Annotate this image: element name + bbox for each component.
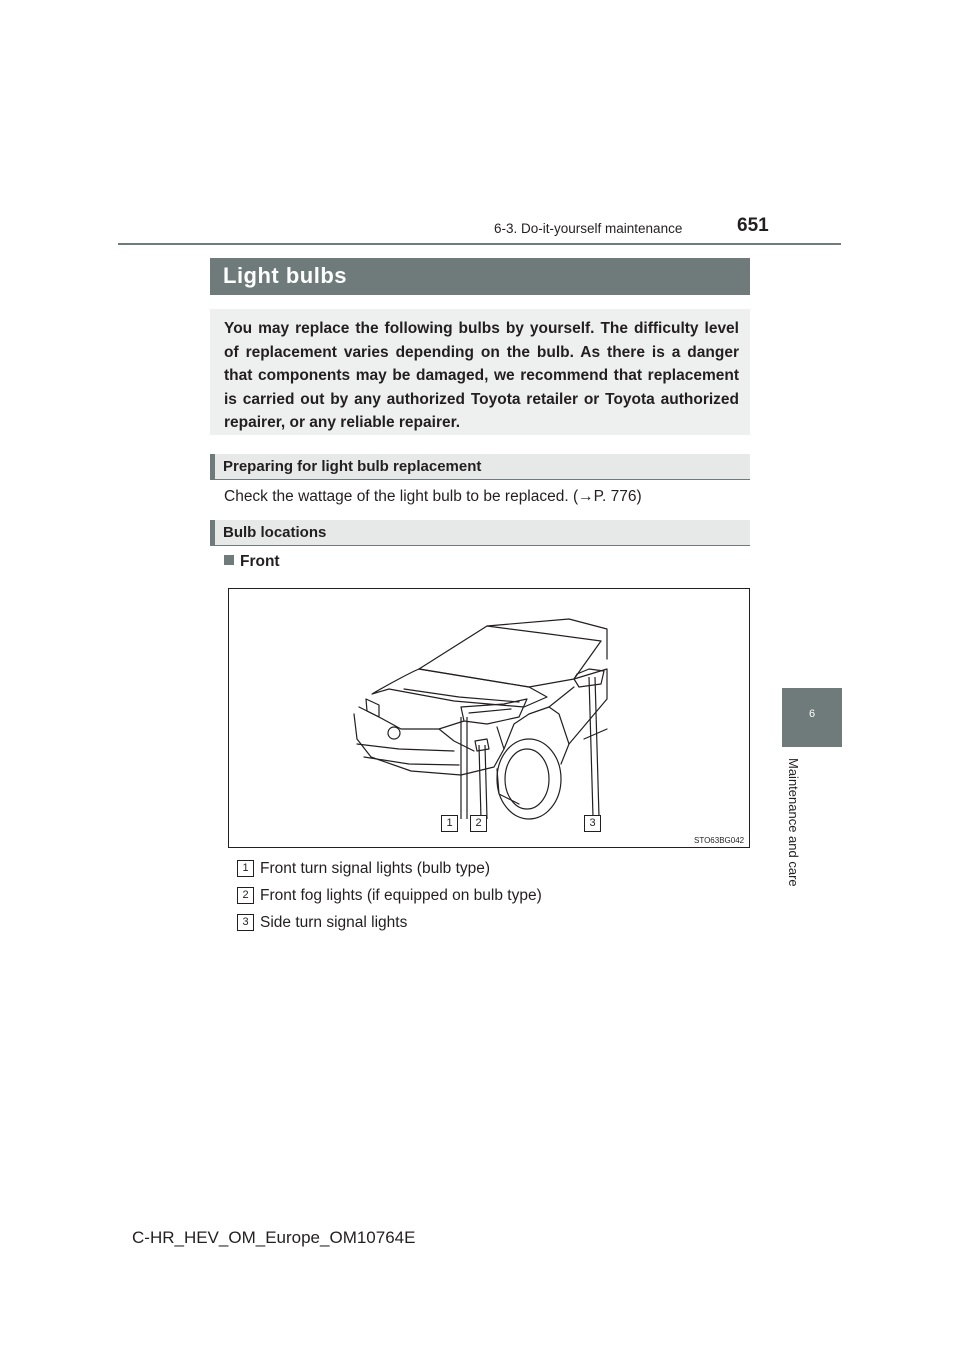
header-divider xyxy=(118,243,841,245)
legend-text-1: Front turn signal lights (bulb type) xyxy=(260,860,491,877)
front-heading-label: Front xyxy=(240,553,280,570)
front-heading xyxy=(224,553,280,571)
legend-text-3: Side turn signal lights xyxy=(260,914,408,931)
subheading-accent xyxy=(210,454,215,480)
car-front-illustration xyxy=(228,588,750,848)
subheading-accent xyxy=(210,520,215,546)
square-bullet-icon xyxy=(224,555,234,565)
page-number: 651 xyxy=(737,215,769,236)
intro-paragraph: You may replace the following bulbs by yourself. The difficulty level of replacement varies depending on the bulb. As there is a danger that components may be damaged, we recommend that replacement is carried out by any authorized Toyota retailer or Toyota authorized repairer, or any reliable repairer. xyxy=(210,309,750,435)
legend-number-2: 2 xyxy=(237,887,254,904)
subheading-preparing-label: Preparing for light bulb replacement xyxy=(223,458,482,475)
car-line-drawing xyxy=(229,589,749,847)
chapter-label: Maintenance and care xyxy=(786,758,801,887)
subheading-locations-label: Bulb locations xyxy=(223,524,327,541)
subheading-locations xyxy=(210,520,750,546)
legend-text-2: Front fog lights (if equipped on bulb type) xyxy=(260,887,542,904)
page-title: Light bulbs xyxy=(210,258,750,295)
callout-2: 2 xyxy=(470,815,487,832)
header-section-title: 6-3. Do-it-yourself maintenance xyxy=(494,221,683,236)
figure-code: STO63BG042 xyxy=(694,836,745,845)
callout-3: 3 xyxy=(584,815,601,832)
chapter-number: 6 xyxy=(808,708,816,720)
subheading-preparing xyxy=(210,454,750,480)
document-footer-id: C-HR_HEV_OM_Europe_OM10764E xyxy=(132,1228,416,1247)
preparing-text: Check the wattage of the light bulb to be replaced. (→P. 776) xyxy=(224,488,642,505)
callout-1: 1 xyxy=(441,815,458,832)
legend-number-1: 1 xyxy=(237,860,254,877)
legend-number-3: 3 xyxy=(237,914,254,931)
